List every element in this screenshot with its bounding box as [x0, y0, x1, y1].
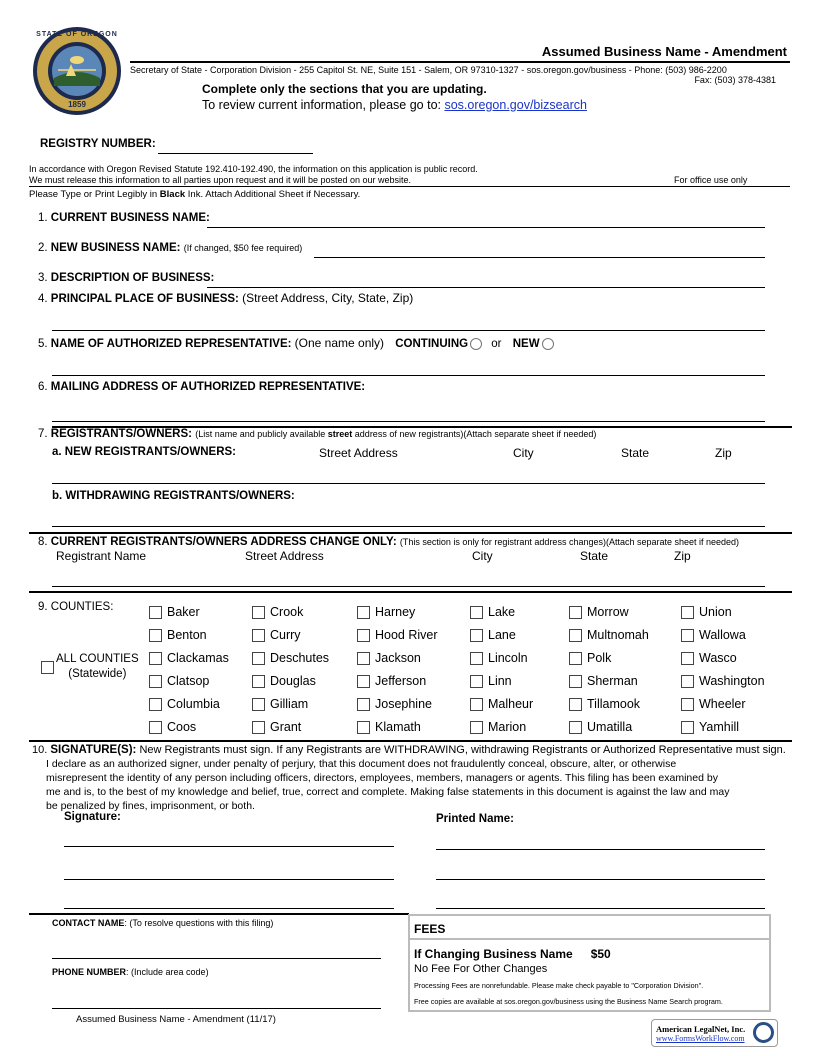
col-street-address: Street Address: [245, 549, 324, 563]
printed-name-label: Printed Name:: [436, 813, 514, 825]
instruction-review: To review current information, please go to: sos.oregon.gov/bizsearch: [202, 98, 587, 112]
county-label: Gilliam: [270, 697, 309, 711]
section-8-rule: [29, 532, 792, 534]
county-label: Marion: [488, 720, 527, 734]
fee-other-changes: No Fee For Other Changes: [414, 963, 548, 975]
registry-number-input[interactable]: [158, 139, 313, 154]
county-checkbox-polk[interactable]: [569, 652, 582, 665]
county-label: Wasco: [699, 651, 737, 665]
mailing-address-input[interactable]: [52, 408, 765, 422]
county-checkbox-columbia[interactable]: [149, 698, 162, 711]
county-checkbox-malheur[interactable]: [470, 698, 483, 711]
county-checkbox-jefferson[interactable]: [357, 675, 370, 688]
legalnet-url: www.FormsWorkFlow.com: [656, 1034, 745, 1043]
county-label: Linn: [488, 674, 512, 688]
county-label: Morrow: [587, 605, 629, 619]
county-label: Baker: [167, 605, 200, 619]
form-id: Assumed Business Name - Amendment (11/17): [76, 1014, 276, 1025]
col-state: State: [621, 446, 650, 460]
county-checkbox-lake[interactable]: [470, 606, 483, 619]
county-checkbox-morrow[interactable]: [569, 606, 582, 619]
fees-box: [408, 914, 771, 1012]
county-label: Wheeler: [699, 697, 746, 711]
header-rule: [130, 61, 790, 63]
agency-address: Secretary of State - Corporation Division - 255 Capitol St. NE, Suite 151 - Salem, OR 97310-1327 - sos.oregon.gov/business - Phone: (503) 986-2200: [130, 65, 727, 75]
county-label: Jackson: [375, 651, 421, 665]
withdrawing-registrants-label: b. WITHDRAWING REGISTRANTS/OWNERS:: [52, 490, 295, 502]
county-label: Sherman: [587, 674, 638, 688]
county-checkbox-clatsop[interactable]: [149, 675, 162, 688]
county-checkbox-clackamas[interactable]: [149, 652, 162, 665]
county-checkbox-marion[interactable]: [470, 721, 483, 734]
col-street: Street Address: [319, 446, 398, 460]
legalnet-brand: American LegalNet, Inc.: [656, 1024, 746, 1034]
county-label: Harney: [375, 605, 416, 619]
county-checkbox-jackson[interactable]: [357, 652, 370, 665]
county-label: Clatsop: [167, 674, 210, 688]
county-checkbox-washington[interactable]: [681, 675, 694, 688]
county-checkbox-baker[interactable]: [149, 606, 162, 619]
col-zip: Zip: [674, 549, 691, 563]
county-checkbox-union[interactable]: [681, 606, 694, 619]
county-label: Clackamas: [167, 651, 229, 665]
description-input[interactable]: [207, 274, 765, 288]
printed-name-line-3[interactable]: [436, 895, 765, 909]
field-6-label: 6. MAILING ADDRESS OF AUTHORIZED REPRESENTATIVE:: [38, 381, 366, 393]
field-9-label: 9. COUNTIES:: [38, 601, 114, 613]
county-checkbox-multnomah[interactable]: [569, 629, 582, 642]
county-label: Malheur: [488, 697, 534, 711]
county-label: Benton: [167, 628, 207, 642]
withdrawing-registrants-input[interactable]: [52, 513, 765, 527]
authorized-rep-input[interactable]: [52, 362, 765, 376]
signature-line-2[interactable]: [64, 866, 394, 880]
fee-free-copies: Free copies are available at sos.oregon.gov/business using the Business Name Search program.: [414, 997, 723, 1006]
county-label: Lake: [488, 605, 516, 619]
state-seal: [32, 26, 122, 116]
county-label: Yamhill: [699, 720, 740, 734]
contact-name-input[interactable]: [52, 945, 381, 959]
printed-name-line-2[interactable]: [436, 866, 765, 880]
public-record-notice: In accordance with Oregon Revised Statute 192.410-192.490, the information on this application is public record.: [29, 164, 478, 174]
county-checkbox-crook[interactable]: [252, 606, 265, 619]
county-checkbox-umatilla[interactable]: [569, 721, 582, 734]
notice-rule: [29, 186, 790, 187]
county-checkbox-harney[interactable]: [357, 606, 370, 619]
county-checkbox-deschutes[interactable]: [252, 652, 265, 665]
county-label: Wallowa: [699, 628, 746, 642]
county-checkbox-douglas[interactable]: [252, 675, 265, 688]
new-business-name-input[interactable]: [314, 244, 765, 258]
county-checkbox-josephine[interactable]: [357, 698, 370, 711]
county-label: Multnomah: [587, 628, 649, 642]
county-checkbox-klamath[interactable]: [357, 721, 370, 734]
county-label: Washington: [699, 674, 765, 688]
county-checkbox-lincoln[interactable]: [470, 652, 483, 665]
county-checkbox-curry[interactable]: [252, 629, 265, 642]
county-checkbox-benton[interactable]: [149, 629, 162, 642]
county-label: Coos: [167, 720, 197, 734]
county-label: Douglas: [270, 674, 316, 688]
field-4-label: 4. PRINCIPAL PLACE OF BUSINESS: (Street Address, City, State, Zip): [38, 291, 414, 305]
signature-line-1[interactable]: [64, 833, 394, 847]
county-checkbox-wheeler[interactable]: [681, 698, 694, 711]
county-checkbox-grant[interactable]: [252, 721, 265, 734]
print-instruction: Please Type or Print Legibly in Black Ink. Attach Additional Sheet if Necessary.: [29, 189, 361, 200]
phone-number-label: PHONE NUMBER: (Include area code): [52, 967, 209, 977]
continuing-radio[interactable]: [470, 338, 482, 350]
county-label: Grant: [270, 720, 302, 734]
col-city: City: [513, 446, 534, 460]
declaration-text: I declare as an authorized signer, under penalty of perjury, that this document does not fraudulently conceal, obscure, alter, or otherwise misrepresent the identity of any person including officers, directors, employees, members, managers or agents. This filing has been examined by me and is, to the best of my knowledge and belief, true, correct and complete. Making false statements in this document is against the law and may be penalized by fines, imprisonment, or both.: [46, 758, 730, 812]
county-label: Lincoln: [488, 651, 528, 665]
new-radio[interactable]: [542, 338, 554, 350]
county-label: Hood River: [375, 628, 438, 642]
signature-line-3[interactable]: [64, 895, 394, 909]
fee-business-name: If Changing Business Name $50: [414, 947, 611, 961]
county-checkbox-tillamook[interactable]: [569, 698, 582, 711]
county-checkbox-linn[interactable]: [470, 675, 483, 688]
printed-name-line-1[interactable]: [436, 836, 765, 850]
county-checkbox-hood-river[interactable]: [357, 629, 370, 642]
fax-number: Fax: (503) 378-4381: [694, 75, 776, 85]
instruction-complete: Complete only the sections that you are updating.: [202, 82, 487, 96]
county-checkbox-coos[interactable]: [149, 721, 162, 734]
field-1-label: 1. CURRENT BUSINESS NAME:: [38, 212, 210, 224]
county-checkbox-lane[interactable]: [470, 629, 483, 642]
fees-title: FEES: [414, 922, 446, 936]
county-checkbox-gilliam[interactable]: [252, 698, 265, 711]
county-label: Deschutes: [270, 651, 330, 665]
county-label: Klamath: [375, 720, 421, 734]
county-label: Lane: [488, 628, 516, 642]
county-label: Union: [699, 605, 732, 619]
address-change-input[interactable]: [52, 573, 765, 587]
release-notice: We must release this information to all parties upon request and it will be posted on our website.: [29, 175, 412, 185]
county-checkbox-wallowa[interactable]: [681, 629, 694, 642]
bizsearch-link[interactable]: sos.oregon.gov/bizsearch: [444, 98, 587, 112]
principal-place-input[interactable]: [52, 317, 765, 331]
seal-year: 1859: [68, 100, 86, 109]
contact-rule: [29, 913, 409, 915]
county-label: Curry: [270, 628, 301, 642]
office-use-label: For office use only: [674, 175, 748, 185]
all-counties-label: ALL COUNTIES (Statewide): [56, 653, 139, 680]
new-registrants-input[interactable]: [52, 470, 765, 484]
county-label: Columbia: [167, 697, 220, 711]
field-2-label: 2. NEW BUSINESS NAME: (If changed, $50 fee required): [38, 242, 303, 254]
county-label: Tillamook: [587, 697, 641, 711]
section-9-rule: [29, 591, 792, 593]
fees-header: [410, 916, 769, 940]
county-checkbox-wasco[interactable]: [681, 652, 694, 665]
new-registrants-label: a. NEW REGISTRANTS/OWNERS:: [52, 446, 237, 458]
county-label: Crook: [270, 605, 304, 619]
phone-number-input[interactable]: [52, 995, 381, 1009]
field-3-label: 3. DESCRIPTION OF BUSINESS:: [38, 272, 215, 284]
col-state: State: [580, 549, 609, 563]
signature-label: Signature:: [64, 811, 121, 823]
field-5-label: 5. NAME OF AUTHORIZED REPRESENTATIVE: (One name only) CONTINUING or NEW: [38, 336, 554, 350]
form-title: Assumed Business Name - Amendment: [541, 44, 787, 59]
seal-lettering: STATE OF OREGON: [36, 31, 118, 38]
current-business-name-input[interactable]: [207, 214, 765, 228]
col-city: City: [472, 549, 493, 563]
col-registrant-name: Registrant Name: [56, 549, 147, 563]
legalnet-badge: [651, 1019, 778, 1047]
col-zip: Zip: [715, 446, 732, 460]
contact-name-label: CONTACT NAME: (To resolve questions with this filing): [52, 918, 274, 928]
county-checkbox-yamhill[interactable]: [681, 721, 694, 734]
county-checkbox-sherman[interactable]: [569, 675, 582, 688]
field-10-label: 10. SIGNATURE(S): New Registrants must sign. If any Registrants are WITHDRAWING, withdrawing Registrants or Authorized Representative must sign.: [32, 744, 786, 756]
field-7-label: 7. REGISTRANTS/OWNERS: (List name and publicly available street address of new registrants)(Attach separate sheet if needed): [38, 428, 597, 440]
all-counties-checkbox[interactable]: [41, 661, 54, 674]
fee-nonrefundable: Processing Fees are nonrefundable. Please make check payable to "Corporation Division".: [414, 981, 704, 990]
county-label: Polk: [587, 651, 612, 665]
field-8-label: 8. CURRENT REGISTRANTS/OWNERS ADDRESS CHANGE ONLY: (This section is only for registrant address changes)(Attach separate sheet if needed): [38, 536, 740, 548]
registry-number-label: REGISTRY NUMBER:: [40, 138, 156, 150]
section-10-rule: [29, 740, 792, 742]
county-label: Josephine: [375, 697, 432, 711]
legalnet-logo-icon: [753, 1022, 774, 1043]
county-label: Jefferson: [375, 674, 427, 688]
county-label: Umatilla: [587, 720, 633, 734]
